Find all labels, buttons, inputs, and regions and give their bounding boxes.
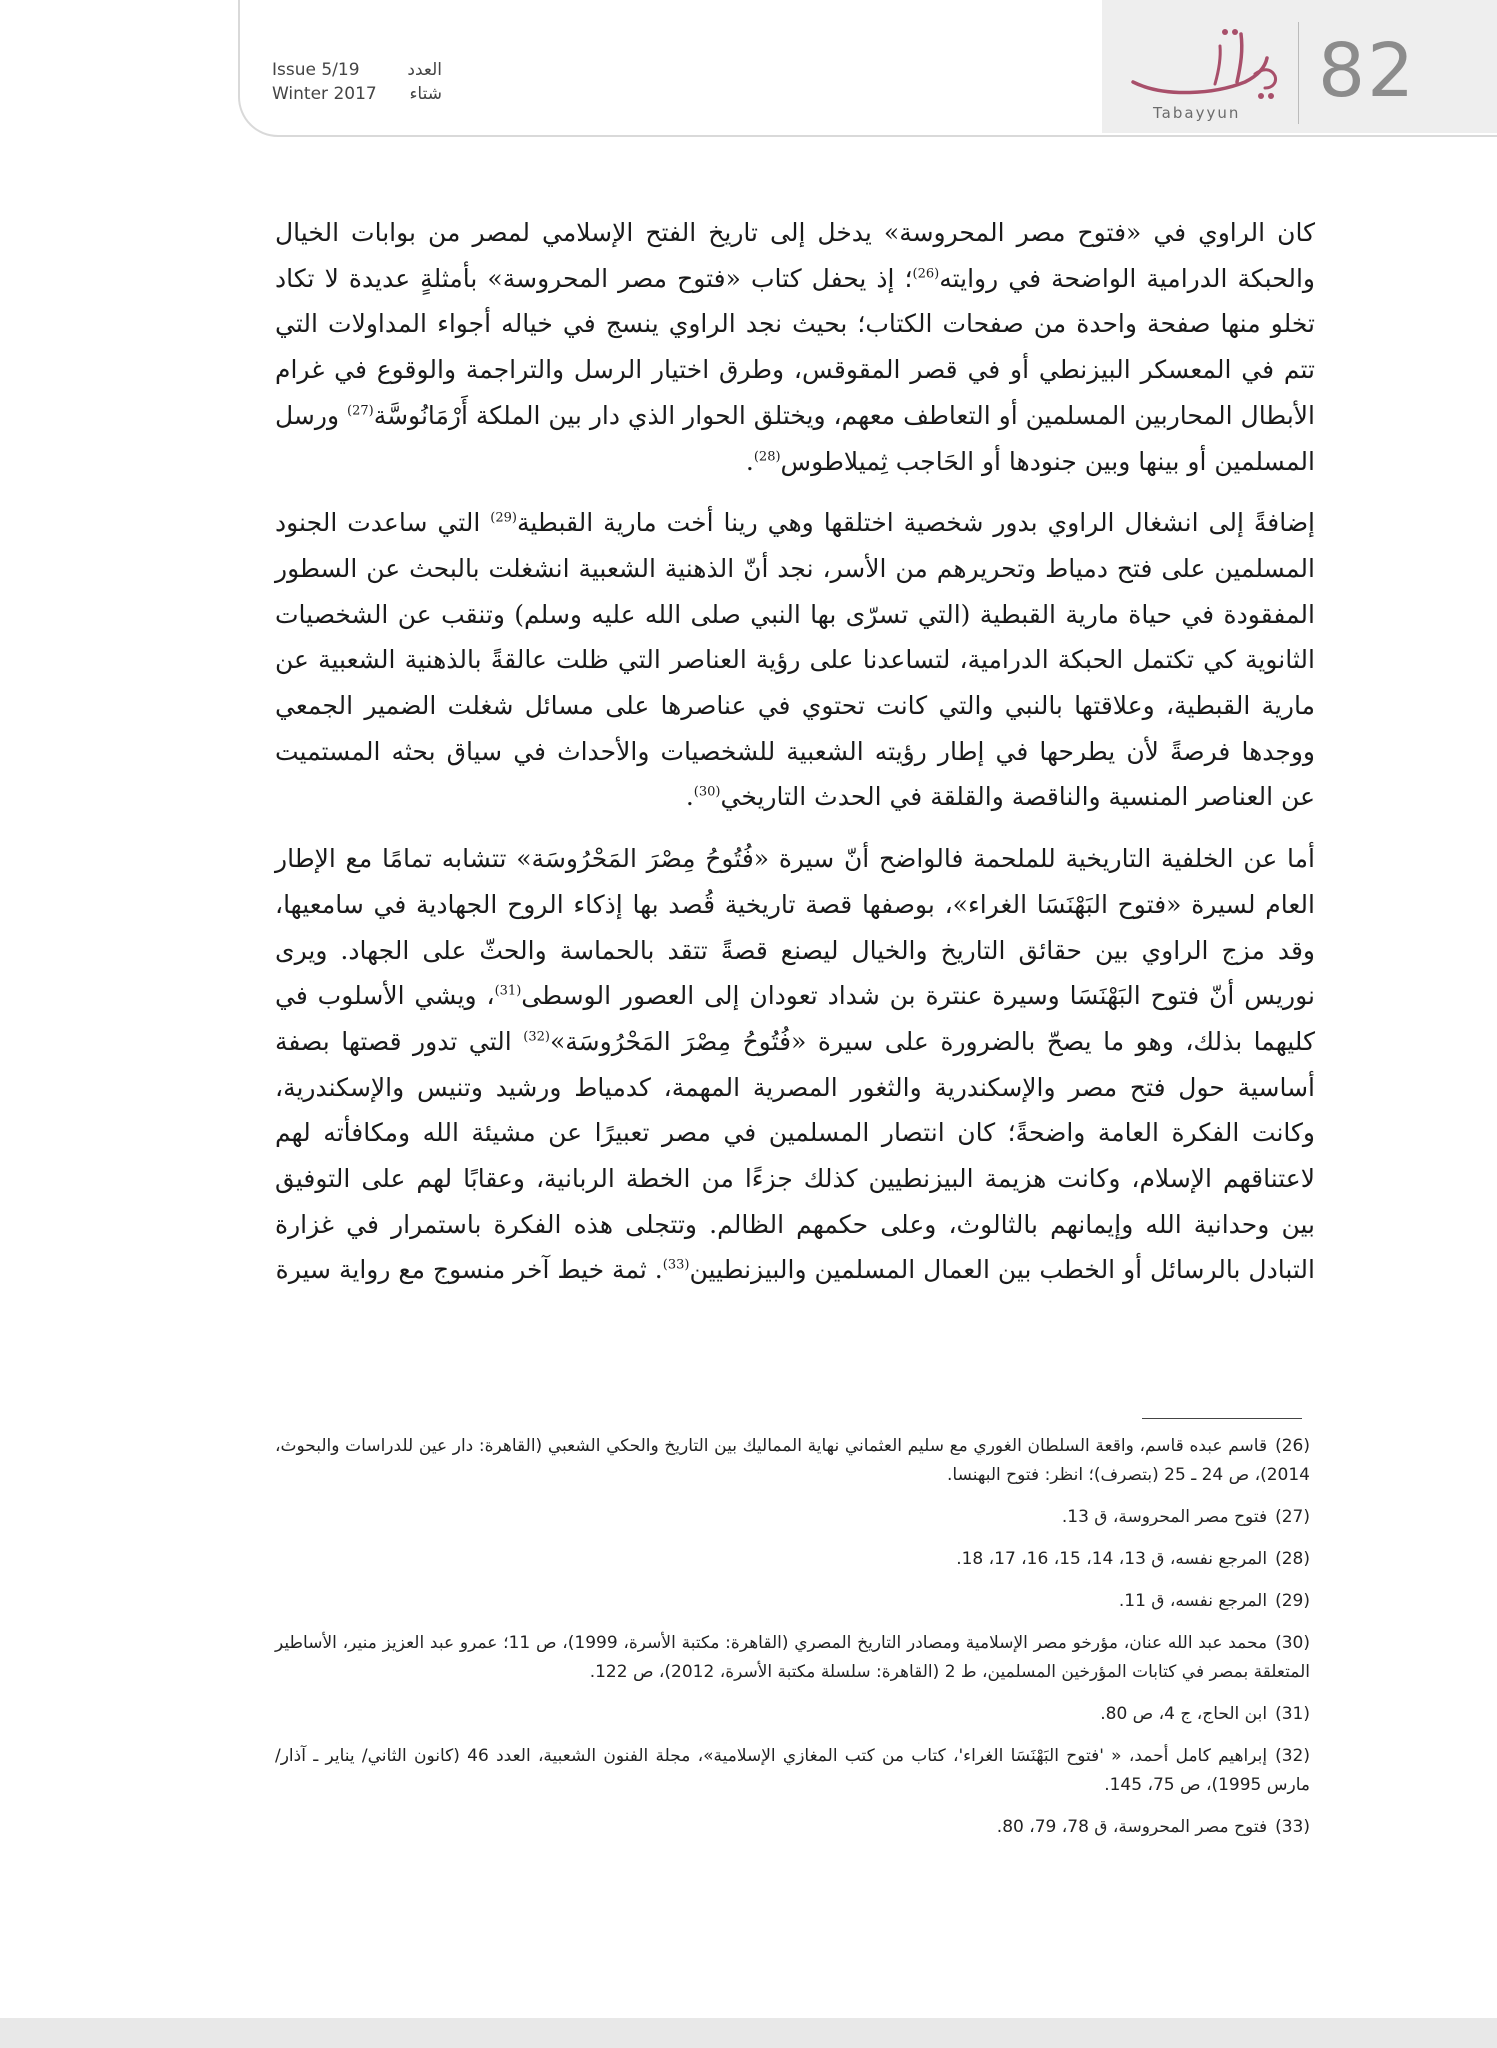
footnote-27 [275, 1503, 1310, 1532]
page-bottom-band [0, 2018, 1497, 2048]
paragraph-text: . [685, 782, 694, 812]
footnote-number: (31) [1275, 1704, 1310, 1724]
footnote-number: (33) [1275, 1817, 1310, 1837]
footnote-text: ابن الحاج، ج 4، ص 80. [1100, 1704, 1268, 1724]
footnote-ref-29[interactable]: (29) [490, 510, 517, 526]
paragraph-text: ، ويشي الأسلوب في كليهما بذلك، وهو ما يصحّ بالضرورة على سيرة «فُتُوحُ مِصْرَ المَحْرُوسَة» [275, 981, 1315, 1056]
paragraph-text: ورسل المسلمين أو بينها وبين جنودها أو الحَاجب ثِميلاطوس [275, 400, 1315, 476]
issue-info [272, 60, 442, 108]
tabayyun-logo-mark-icon [1125, 24, 1285, 104]
paragraph-text: ؛ إذ يحفل كتاب «فتوح مصر المحروسة» بأمثلةٍ عديدة لا تكاد تخلو منها صفحة واحدة من صفحات الكتاب؛ بحيث نجد الراوي ينسج في خياله أجواء المداولات التي تتم في المعسكر البيزنطي أو في قصر المقوقس، وطرق اختيار الرسل والتراجمة والوقوع في غرام الأبطال المحاربين المسلمين أو التعاطف معهم، ويختلق الحوار الذي دار بين الملكة أَرْمَانُوسَّة [275, 263, 1315, 430]
footnote-ref-27[interactable]: (27) [346, 403, 374, 419]
paragraph-1 [275, 210, 1315, 484]
tabayyun-logo [1125, 24, 1285, 129]
issue-label-ar: العدد [407, 60, 442, 80]
paragraph-text: كان الراوي في «فتوح مصر المحروسة» يدخل إلى تاريخ الفتح الإسلامي لمصر من بوابات الخيال والحبكة الدرامية الواضحة في روايته [275, 218, 1315, 293]
paragraph-3 [275, 836, 1315, 1293]
footnote-28 [275, 1545, 1310, 1574]
paragraph-2 [275, 500, 1315, 820]
paragraph-text: التي ساعدت الجنود المسلمين على فتح دمياط وتحريرهم من الأسر، نجد أنّ الذهنية الشعبية انشغلت بالبحث عن السطور المفقودة في حياة مارية القبطية (التي تسرّى بها النبي صلى الله عليه وسلم) وتنقب عن الشخصيات الثانوية كي تكتمل الحبكة الدرامية، لتساعدنا على رؤية العناصر التي ظلت عالقةً بالذهنية الشعبية عن مارية القبطية، وعلاقتها بالنبي والتي كانت تحتوي في عناصرها على مسائل شغلت الضمير الجمعي ووجدها فرصةً لأن يطرحها في إطار رؤيته الشعبية للشخصيات والأحداث في سياق بحثه المستميت عن العناصر المنسية والناقصة والقلقة في الحدث التاريخي [275, 508, 1315, 812]
footnote-text: قاسم عبده قاسم، واقعة السلطان الغوري مع سليم العثماني نهاية المماليك بين التاريخ والحكي الشعبي (القاهرة: دار عين للدراسات والبحوث، 2014)، ص 24 ـ 25 (بتصرف)؛ انظر: فتوح البهنسا. [275, 1436, 1310, 1485]
footnote-30 [275, 1629, 1310, 1687]
footnote-text: المرجع نفسه، ق 13، 14، 15، 16، 17، 18. [956, 1549, 1268, 1569]
footnote-ref-33[interactable]: (33) [662, 1258, 690, 1274]
article-body [275, 210, 1315, 1309]
paragraph-text: أما عن الخلفية التاريخية للملحمة فالواضح أنّ سيرة «فُتُوحُ مِصْرَ المَحْرُوسَة» تتشابه تمامًا مع الإطار العام لسيرة «فتوح البَهْنَسَا الغراء»، بوصفها قصة تاريخية قُصد بها إذكاء الروح الجهادية في سامعيها، وقد مزج الراوي بين حقائق التاريخ والخيال ليصنع قصةً تتقد بالحماسة والحثّ على الجهاد. ويرى نوريس أنّ فتوح البَهْنَسَا وسيرة عنترة بن شداد تعودان إلى العصور الوسطى [275, 844, 1316, 1011]
footnote-31 [275, 1700, 1310, 1729]
footnote-ref-31[interactable]: (31) [494, 983, 522, 999]
footnote-number: (29) [1275, 1591, 1310, 1611]
issue-label-en: Issue 5/19 [272, 60, 360, 80]
paragraph-text: التي تدور قصتها بصفة أساسية حول فتح مصر والإسكندرية والثغور المصرية المهمة، كدمياط ورشيد وتنيس والإسكندرية، وكانت الفكرة العامة واضحةً؛ كان انتصار المسلمين في مصر تعبيرًا عن مشيئة الله ومكافأته لهم لاعتناقهم الإسلام، وكانت هزيمة البيزنطيين كذلك جزءًا من الخطة الربانية، وعقابًا لهم على التوفيق بين وحدانية الله وإيمانهم بالثالوث، وعلى حكمهم الظالم. وتتجلى هذه الفكرة باستمرار في غزارة التبادل بالرسائل أو الخطب بين العمال المسلمين والبيزنطيين [275, 1026, 1315, 1285]
footnote-number: (26) [1275, 1436, 1310, 1456]
footnote-ref-30[interactable]: (30) [693, 785, 721, 801]
paragraph-text: إضافةً إلى انشغال الراوي بدور شخصية اختلقها وهي رينا أخت مارية القبطية [516, 508, 1315, 538]
footnote-number: (32) [1275, 1746, 1310, 1766]
footnote-number: (27) [1275, 1507, 1310, 1527]
footnote-ref-32[interactable]: (32) [523, 1029, 550, 1045]
footnote-ref-26[interactable]: (26) [912, 266, 940, 282]
footnote-number: (30) [1275, 1633, 1310, 1653]
footnote-26 [275, 1432, 1310, 1490]
season-ar: شتاء [409, 84, 442, 104]
logo-latin-text: Tabayyun [1153, 104, 1241, 122]
paragraph-text: . ثمة خيط آخر منسوج مع رواية سيرة [275, 1255, 663, 1285]
paragraph-text: . [745, 446, 754, 476]
header-divider [1298, 22, 1299, 124]
footnote-text: المرجع نفسه، ق 11. [1118, 1591, 1268, 1611]
page-number: 82 [1318, 28, 1417, 114]
footnote-33 [275, 1813, 1310, 1842]
footnote-32 [275, 1742, 1310, 1800]
footnotes [275, 1432, 1310, 1855]
footnote-rule [1142, 1418, 1302, 1419]
footnote-text: فتوح مصر المحروسة، ق 78، 79، 80. [996, 1817, 1268, 1837]
footnote-ref-28[interactable]: (28) [753, 449, 781, 465]
footnote-text: محمد عبد الله عنان، مؤرخو مصر الإسلامية ومصادر التاريخ المصري (القاهرة: مكتبة الأسرة، 1999)، ص 11؛ عمرو عبد العزيز منير، الأساطير المتعلقة بمصر في كتابات المؤرخين المسلمين، ط 2 (القاهرة: سلسلة مكتبة الأسرة، 2012)، ص 122. [275, 1633, 1310, 1682]
footnote-29 [275, 1587, 1310, 1616]
footnote-number: (28) [1275, 1549, 1310, 1569]
footnote-text: إبراهيم كامل أحمد، « 'فتوح البَهْنَسَا الغراء'، كتاب من كتب المغازي الإسلامية»، مجلة الفنون الشعبية، العدد 46 (كانون الثاني/ يناير ـ آذار/ مارس 1995)، ص 75، 145. [275, 1746, 1310, 1795]
footnote-text: فتوح مصر المحروسة، ق 13. [1061, 1507, 1268, 1527]
season-en: Winter 2017 [272, 84, 377, 104]
